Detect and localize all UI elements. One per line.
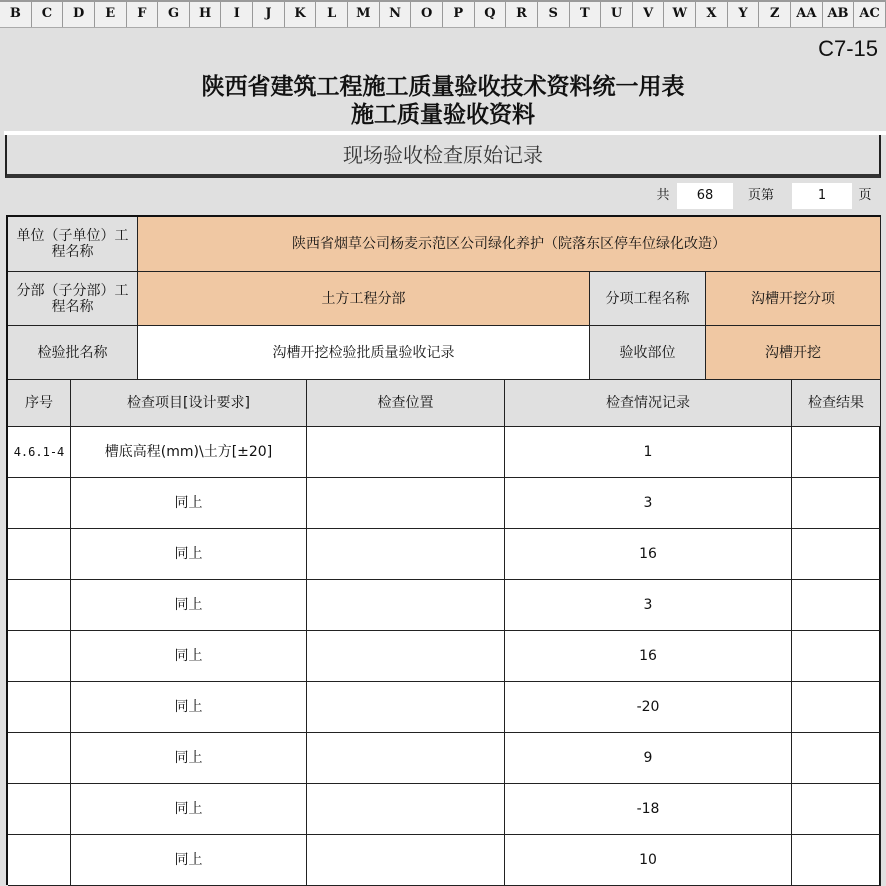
seq-cell xyxy=(8,784,71,835)
result-cell[interactable] xyxy=(792,682,881,733)
result-cell[interactable] xyxy=(792,529,881,580)
column-header[interactable]: I xyxy=(221,2,253,27)
column-header[interactable]: J xyxy=(253,2,285,27)
inspection-table xyxy=(6,215,881,885)
record-cell[interactable]: -18 xyxy=(505,784,792,835)
batch-label: 检验批名称 xyxy=(8,326,138,380)
position-cell[interactable] xyxy=(307,529,505,580)
header-seq-cell: 序号 xyxy=(8,380,71,427)
record-cell[interactable]: 16 xyxy=(505,529,792,580)
result-cell[interactable] xyxy=(792,631,881,682)
item-cell[interactable]: 槽底高程(mm)\土方[±20] xyxy=(71,427,307,478)
header-item-cell: 检查项目[设计要求] xyxy=(71,380,307,427)
column-header[interactable]: AB xyxy=(823,2,855,27)
division-value[interactable]: 土方工程分部 xyxy=(138,272,590,326)
item-cell[interactable]: 同上 xyxy=(71,784,307,835)
column-header[interactable]: W xyxy=(664,2,696,27)
item-cell[interactable]: 同上 xyxy=(71,580,307,631)
location-label: 验收部位 xyxy=(590,326,706,380)
column-header[interactable]: V xyxy=(633,2,665,27)
column-header[interactable]: R xyxy=(506,2,538,27)
column-header[interactable]: T xyxy=(570,2,602,27)
result-cell[interactable] xyxy=(792,580,881,631)
form-code: C7-15 xyxy=(818,36,878,61)
position-cell[interactable] xyxy=(307,733,505,784)
result-cell[interactable] xyxy=(792,427,881,478)
record-cell[interactable]: 16 xyxy=(505,631,792,682)
column-header[interactable]: AC xyxy=(854,2,886,27)
record-cell[interactable]: -20 xyxy=(505,682,792,733)
column-header[interactable]: L xyxy=(316,2,348,27)
batch-value[interactable]: 沟槽开挖检验批质量验收记录 xyxy=(138,326,590,380)
header-record-cell: 检查情况记录 xyxy=(505,380,792,427)
unit-value[interactable]: 陕西省烟草公司杨麦示范区公司绿化养护（院落东区停车位绿化改造） xyxy=(138,217,881,272)
header-position-cell: 检查位置 xyxy=(307,380,505,427)
column-header[interactable]: G xyxy=(158,2,190,27)
position-cell[interactable] xyxy=(307,682,505,733)
column-header[interactable]: U xyxy=(601,2,633,27)
column-header[interactable]: F xyxy=(127,2,159,27)
position-cell[interactable] xyxy=(307,478,505,529)
column-header[interactable]: E xyxy=(95,2,127,27)
position-cell[interactable] xyxy=(307,631,505,682)
column-headers xyxy=(0,0,886,28)
column-header[interactable]: B xyxy=(0,2,32,27)
header-result-cell: 检查结果 xyxy=(792,380,881,427)
item-cell[interactable]: 同上 xyxy=(71,733,307,784)
position-cell[interactable] xyxy=(307,580,505,631)
column-header[interactable]: D xyxy=(63,2,95,27)
position-cell[interactable] xyxy=(307,784,505,835)
result-cell[interactable] xyxy=(792,478,881,529)
title-line-2: 施工质量验收资料 xyxy=(351,102,535,128)
record-cell[interactable]: 9 xyxy=(505,733,792,784)
total-pages-field[interactable]: 68 xyxy=(677,183,733,209)
column-header[interactable]: S xyxy=(538,2,570,27)
result-cell[interactable] xyxy=(792,733,881,784)
column-header[interactable]: N xyxy=(380,2,412,27)
record-cell[interactable]: 3 xyxy=(505,478,792,529)
column-header[interactable]: Q xyxy=(475,2,507,27)
location-value[interactable]: 沟槽开挖 xyxy=(706,326,881,380)
division-label: 分部（子分部）工程名称 xyxy=(8,272,138,326)
record-cell[interactable]: 3 xyxy=(505,580,792,631)
column-header[interactable]: P xyxy=(443,2,475,27)
position-cell[interactable] xyxy=(307,427,505,478)
seq-cell xyxy=(8,580,71,631)
subtitle: 现场验收检查原始记录 xyxy=(5,135,881,178)
column-header[interactable]: H xyxy=(190,2,222,27)
seq-cell xyxy=(8,682,71,733)
seq-cell xyxy=(8,733,71,784)
item-cell[interactable]: 同上 xyxy=(71,529,307,580)
subitem-label: 分项工程名称 xyxy=(590,272,706,326)
seq-cell xyxy=(8,529,71,580)
total-label: 共 xyxy=(656,188,670,203)
column-header[interactable]: Y xyxy=(728,2,760,27)
column-header[interactable]: C xyxy=(32,2,64,27)
column-header[interactable]: O xyxy=(411,2,443,27)
page-label: 页第 xyxy=(747,188,774,203)
column-header[interactable]: K xyxy=(285,2,317,27)
result-cell[interactable] xyxy=(792,835,881,886)
seq-cell xyxy=(8,835,71,886)
page-suffix: 页 xyxy=(858,188,872,203)
seq-cell xyxy=(8,631,71,682)
column-header[interactable]: AA xyxy=(791,2,823,27)
unit-label: 单位（子单位）工程名称 xyxy=(8,217,138,272)
seq-cell xyxy=(8,478,71,529)
item-cell[interactable]: 同上 xyxy=(71,682,307,733)
record-cell[interactable]: 10 xyxy=(505,835,792,886)
column-header[interactable]: M xyxy=(348,2,380,27)
item-cell[interactable]: 同上 xyxy=(71,478,307,529)
position-cell[interactable] xyxy=(307,835,505,886)
result-cell[interactable] xyxy=(792,784,881,835)
column-header[interactable]: X xyxy=(696,2,728,27)
record-cell[interactable]: 1 xyxy=(505,427,792,478)
item-cell[interactable]: 同上 xyxy=(71,835,307,886)
item-cell[interactable]: 同上 xyxy=(71,631,307,682)
column-header[interactable]: Z xyxy=(759,2,791,27)
title-line-1: 陕西省建筑工程施工质量验收技术资料统一用表 xyxy=(201,74,685,100)
subitem-value[interactable]: 沟槽开挖分项 xyxy=(706,272,881,326)
seq-cell: 4.6.1-4 xyxy=(8,427,71,478)
page-number-field[interactable]: 1 xyxy=(792,183,852,209)
